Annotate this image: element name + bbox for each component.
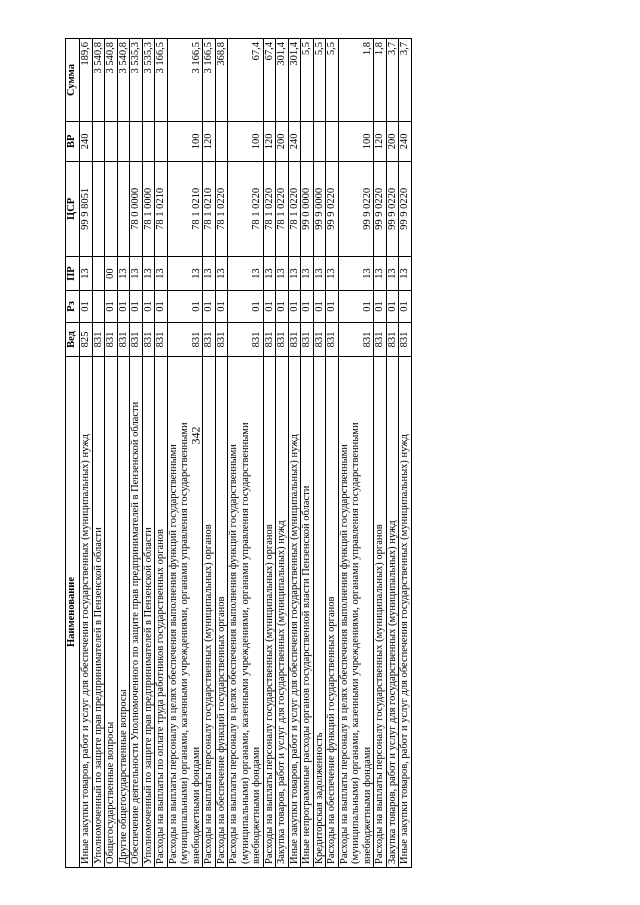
- cell-vr: [301, 121, 314, 161]
- cell-ved: 831: [301, 322, 314, 356]
- cell-sum: 67,4: [228, 39, 264, 122]
- table-row: [167, 39, 203, 868]
- page-number: 342: [188, 426, 203, 445]
- cell-rz: 01: [338, 291, 374, 323]
- cell-rz: 01: [155, 291, 168, 323]
- cell-name: Кредиторская задолженность: [313, 356, 326, 867]
- cell-vr: 120: [263, 121, 276, 161]
- cell-sum: 3 535,3: [142, 39, 155, 122]
- cell-rz: [92, 291, 105, 323]
- table-row: [105, 39, 118, 868]
- cell-vr: [313, 121, 326, 161]
- cell-rz: 01: [203, 291, 216, 323]
- cell-name: Иные закупки товаров, работ и услуг для обеспечения государственных (муниципальных) нужд: [80, 356, 93, 867]
- cell-pr: 13: [203, 257, 216, 291]
- header-ved: Вед: [66, 322, 80, 356]
- cell-sum: 5,5: [326, 39, 339, 122]
- cell-ved: 831: [105, 322, 118, 356]
- cell-pr: 13: [386, 257, 399, 291]
- cell-pr: 13: [167, 257, 203, 291]
- cell-sum: 5,5: [313, 39, 326, 122]
- table-row: [263, 39, 276, 868]
- cell-ved: 831: [117, 322, 130, 356]
- cell-name: Расходы на обеспечение функций государственных органов: [215, 356, 228, 867]
- cell-vr: [130, 121, 143, 161]
- budget-table: [65, 38, 412, 868]
- cell-csr: 78 1 0220: [263, 161, 276, 256]
- cell-ved: 831: [155, 322, 168, 356]
- cell-ved: 831: [399, 322, 412, 356]
- cell-rz: 01: [276, 291, 289, 323]
- cell-pr: 13: [399, 257, 412, 291]
- header-name: Наименование: [66, 356, 80, 867]
- cell-sum: 301,4: [276, 39, 289, 122]
- cell-pr: 13: [130, 257, 143, 291]
- cell-name: Расходы на выплаты персоналу в целях обеспечения выполнения функций государственными (муниципальными) органами, казенными учреждениями, органами управления государственными внебюджетными фондами: [228, 356, 264, 867]
- cell-vr: 240: [80, 121, 93, 161]
- cell-sum: 3,7: [399, 39, 412, 122]
- cell-sum: 3,7: [386, 39, 399, 122]
- cell-ved: 831: [215, 322, 228, 356]
- cell-pr: 13: [301, 257, 314, 291]
- cell-csr: 99 9 0000: [313, 161, 326, 256]
- table-row: [313, 39, 326, 868]
- cell-name: Другие общегосударственные вопросы: [117, 356, 130, 867]
- cell-pr: 13: [155, 257, 168, 291]
- cell-name: Расходы на обеспечение функций государственных органов: [326, 356, 339, 867]
- cell-vr: [105, 121, 118, 161]
- table-row: [130, 39, 143, 868]
- cell-sum: 1,8: [374, 39, 387, 122]
- table-row: [80, 39, 93, 868]
- cell-vr: [117, 121, 130, 161]
- table-row: [301, 39, 314, 868]
- cell-rz: 01: [228, 291, 264, 323]
- table-row: [215, 39, 228, 868]
- cell-vr: [155, 121, 168, 161]
- cell-csr: [117, 161, 130, 256]
- cell-vr: [92, 121, 105, 161]
- cell-sum: 3 166,5: [155, 39, 168, 122]
- cell-pr: 13: [228, 257, 264, 291]
- cell-vr: [326, 121, 339, 161]
- cell-name: Уполномоченный по защите прав предпринимателей в Пензенской области: [142, 356, 155, 867]
- cell-csr: 78 1 0220: [228, 161, 264, 256]
- cell-vr: [215, 121, 228, 161]
- table-row: [338, 39, 374, 868]
- table-row: [92, 39, 105, 868]
- cell-name: Уполномоченный по защите прав предпринимателей в Пензенской области: [92, 356, 105, 867]
- table-row: [326, 39, 339, 868]
- cell-name: Расходы на выплаты персоналу государственных (муниципальных) органов: [374, 356, 387, 867]
- cell-ved: 831: [142, 322, 155, 356]
- cell-csr: 78 0 0000: [130, 161, 143, 256]
- cell-csr: 99 9 0220: [338, 161, 374, 256]
- cell-ved: 831: [228, 322, 264, 356]
- cell-rz: 01: [288, 291, 301, 323]
- table-row: [228, 39, 264, 868]
- cell-vr: 120: [374, 121, 387, 161]
- cell-csr: 99 9 0220: [326, 161, 339, 256]
- cell-name: Закупка товаров, работ и услуг для государственных (муниципальных) нужд: [386, 356, 399, 867]
- cell-name: Иные закупки товаров, работ и услуг для обеспечения государственных (муниципальных) нужд: [399, 356, 412, 867]
- cell-csr: 99 9 0220: [374, 161, 387, 256]
- cell-name: Расходы на выплаты персоналу государственных (муниципальных) органов: [263, 356, 276, 867]
- cell-rz: 01: [399, 291, 412, 323]
- cell-sum: 67,4: [263, 39, 276, 122]
- cell-name: Иные закупки товаров, работ и услуг для обеспечения государственных (муниципальных) нужд: [288, 356, 301, 867]
- cell-pr: 00: [105, 257, 118, 291]
- cell-csr: 78 1 0210: [203, 161, 216, 256]
- cell-vr: 200: [276, 121, 289, 161]
- table-row: [117, 39, 130, 868]
- cell-ved: 831: [374, 322, 387, 356]
- cell-name: Расходы на выплаты по оплате труда работников государственных органов: [155, 356, 168, 867]
- cell-name: Расходы на выплаты персоналу государственных (муниципальных) органов: [203, 356, 216, 867]
- cell-pr: 13: [338, 257, 374, 291]
- cell-vr: 100: [228, 121, 264, 161]
- cell-name: Иные непрограммные расходы органов государственной власти Пензенской области: [301, 356, 314, 867]
- cell-pr: [92, 257, 105, 291]
- cell-ved: 831: [326, 322, 339, 356]
- header-rz: Рз: [66, 291, 80, 323]
- cell-csr: 99 9 8051: [80, 161, 93, 256]
- cell-csr: 78 1 0000: [142, 161, 155, 256]
- cell-rz: 01: [386, 291, 399, 323]
- cell-rz: 01: [130, 291, 143, 323]
- cell-pr: 13: [313, 257, 326, 291]
- table-row: [203, 39, 216, 868]
- table-row: [386, 39, 399, 868]
- cell-rz: 01: [142, 291, 155, 323]
- cell-sum: 368,8: [215, 39, 228, 122]
- cell-csr: [105, 161, 118, 256]
- cell-sum: 301,4: [288, 39, 301, 122]
- cell-sum: 3 535,3: [130, 39, 143, 122]
- cell-name: Общегосударственные вопросы: [105, 356, 118, 867]
- header-csr: ЦСР: [66, 161, 80, 256]
- cell-vr: 200: [386, 121, 399, 161]
- cell-sum: 1,8: [338, 39, 374, 122]
- table-row: [142, 39, 155, 868]
- table-row: [155, 39, 168, 868]
- cell-vr: 120: [203, 121, 216, 161]
- cell-ved: 831: [338, 322, 374, 356]
- cell-rz: 01: [117, 291, 130, 323]
- cell-rz: 01: [105, 291, 118, 323]
- cell-ved: 831: [313, 322, 326, 356]
- cell-ved: 831: [92, 322, 105, 356]
- cell-sum: 189,6: [80, 39, 93, 122]
- header-vr: ВР: [66, 121, 80, 161]
- cell-ved: 831: [263, 322, 276, 356]
- cell-vr: 100: [167, 121, 203, 161]
- cell-pr: 13: [276, 257, 289, 291]
- cell-csr: 78 1 0220: [215, 161, 228, 256]
- cell-vr: 240: [288, 121, 301, 161]
- table-body: [80, 39, 412, 868]
- cell-vr: [142, 121, 155, 161]
- table-row: [288, 39, 301, 868]
- cell-csr: 78 1 0220: [276, 161, 289, 256]
- cell-name: Расходы на выплаты персоналу в целях обеспечения выполнения функций государственными (муниципальными) органами, казенными учреждениями, органами управления государственными внебюджетными фондами: [338, 356, 374, 867]
- cell-pr: 13: [117, 257, 130, 291]
- cell-ved: 831: [130, 322, 143, 356]
- cell-rz: 01: [263, 291, 276, 323]
- cell-rz: 01: [374, 291, 387, 323]
- cell-csr: [92, 161, 105, 256]
- table-row: [276, 39, 289, 868]
- cell-sum: 3 166,5: [203, 39, 216, 122]
- cell-ved: 831: [276, 322, 289, 356]
- cell-sum: 3 540,8: [92, 39, 105, 122]
- cell-vr: 100: [338, 121, 374, 161]
- cell-ved: 831: [386, 322, 399, 356]
- cell-csr: 78 1 0210: [155, 161, 168, 256]
- rotated-table-container: [65, 38, 545, 868]
- cell-rz: 01: [167, 291, 203, 323]
- cell-pr: 13: [288, 257, 301, 291]
- cell-pr: 13: [80, 257, 93, 291]
- cell-csr: 78 1 0210: [167, 161, 203, 256]
- cell-csr: 78 1 0220: [288, 161, 301, 256]
- cell-rz: 01: [326, 291, 339, 323]
- cell-csr: 99 9 0220: [386, 161, 399, 256]
- table-row: [374, 39, 387, 868]
- cell-name: Расходы на выплаты персоналу в целях обеспечения выполнения функций государственными (муниципальными) органами, казенными учреждениями, органами управления государственными внебюджетными фондами: [167, 356, 203, 867]
- cell-pr: 13: [374, 257, 387, 291]
- cell-ved: 825: [80, 322, 93, 356]
- cell-ved: 831: [203, 322, 216, 356]
- cell-pr: 13: [142, 257, 155, 291]
- header-pr: ПР: [66, 257, 80, 291]
- cell-pr: 13: [326, 257, 339, 291]
- cell-ved: 831: [288, 322, 301, 356]
- table-row: [399, 39, 412, 868]
- cell-name: Закупка товаров, работ и услуг для государственных (муниципальных) нужд: [276, 356, 289, 867]
- cell-rz: 01: [301, 291, 314, 323]
- cell-rz: 01: [313, 291, 326, 323]
- cell-sum: 5,5: [301, 39, 314, 122]
- cell-csr: 99 0 0000: [301, 161, 314, 256]
- table-header-row: [66, 39, 80, 868]
- header-sum: Сумма: [66, 39, 80, 122]
- cell-rz: 01: [80, 291, 93, 323]
- cell-name: Обеспечение деятельности Уполномоченного по защите прав предпринимателей в Пензенской области: [130, 356, 143, 867]
- cell-vr: 240: [399, 121, 412, 161]
- cell-csr: 99 9 0220: [399, 161, 412, 256]
- cell-pr: 13: [215, 257, 228, 291]
- cell-rz: 01: [215, 291, 228, 323]
- cell-ved: 831: [167, 322, 203, 356]
- cell-sum: 3 540,8: [105, 39, 118, 122]
- cell-sum: 3 166,5: [167, 39, 203, 122]
- cell-pr: 13: [263, 257, 276, 291]
- cell-sum: 3 540,8: [117, 39, 130, 122]
